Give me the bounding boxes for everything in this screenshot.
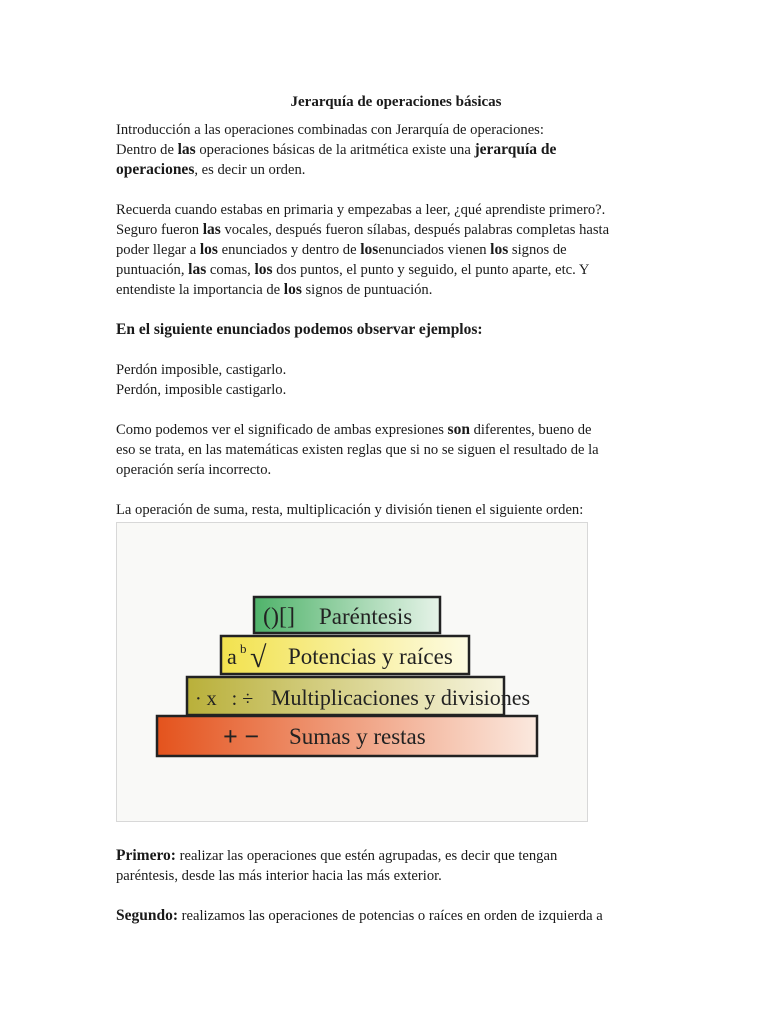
- text: diferentes, bueno de: [469, 422, 592, 438]
- text: signos de: [508, 242, 567, 258]
- text: realizar las operaciones que estén agrupadas, es decir que tengan: [175, 848, 558, 864]
- level-label: Sumas y restas: [289, 724, 426, 749]
- document-page: [116, 92, 676, 926]
- segundo-line: [116, 906, 676, 926]
- pyramid-level-sumas: [157, 716, 537, 756]
- pyramid-level-multiplicaciones: [187, 677, 530, 715]
- paragraph-3-line-1: [116, 420, 676, 440]
- paragraph-3-line-3: operación sería incorrecto.: [116, 462, 272, 478]
- multiply-divide-symbols: · x : ÷: [195, 688, 254, 710]
- bold-phrase: operaciones: [116, 161, 195, 178]
- paragraph-2-line-3: [116, 240, 676, 260]
- bold-word: las: [202, 221, 221, 238]
- bold-word: las: [188, 261, 207, 278]
- primero-line-1: [116, 846, 676, 866]
- power-exponent-symbol: b: [240, 641, 247, 656]
- primero-label: Primero:: [116, 847, 176, 864]
- text: realizamos las operaciones de potencias o raíces en orden de izquierda a: [178, 908, 603, 924]
- paragraph-2-line-1: Recuerda cuando estabas en primaria y empezabas a leer, ¿qué aprendiste primero?.: [116, 202, 606, 218]
- text: , es decir un orden.: [194, 162, 306, 178]
- text: signos de puntuación.: [301, 282, 433, 298]
- text: entendiste la importancia de: [116, 282, 284, 298]
- pyramid-level-potencias: [221, 636, 469, 674]
- level-label: Potencias y raíces: [288, 644, 453, 669]
- text: dos puntos, el punto y seguido, el punto aparte, etc. Y: [272, 262, 590, 278]
- text: operaciones básicas de la aritmética existe una: [195, 142, 475, 158]
- bold-word: los: [360, 241, 379, 258]
- paragraph-3-line-2: eso se trata, en las matemáticas existen reglas que si no se siguen el resultado de la: [116, 442, 599, 458]
- pyramid-svg: [117, 523, 587, 821]
- primero-line-2: paréntesis, desde las más interior hacia las más exterior.: [116, 868, 442, 884]
- text: enunciados y dentro de: [217, 242, 361, 258]
- paragraph-1-cont: [116, 160, 676, 180]
- paragraph-2-line-4: [116, 260, 676, 280]
- text: comas,: [206, 262, 255, 278]
- bold-word: las: [177, 141, 196, 158]
- root-icon: √: [250, 641, 267, 674]
- bold-word: los: [254, 261, 273, 278]
- example-2: Perdón, imposible castigarlo.: [116, 382, 287, 398]
- level-label: Paréntesis: [319, 604, 413, 629]
- bold-word: los: [490, 241, 509, 258]
- document-title: Jerarquía de operaciones básicas: [290, 94, 502, 110]
- segundo-label: Segundo:: [116, 907, 179, 924]
- paragraph-2-line-2: [116, 220, 676, 240]
- text: Seguro fueron: [116, 222, 203, 238]
- bold-phrase: jerarquía de: [474, 141, 557, 158]
- paragraph-1: [116, 140, 676, 160]
- level-label: Multiplicaciones y divisiones: [271, 685, 531, 710]
- bold-word: son: [447, 421, 470, 438]
- plus-minus-symbols: + −: [223, 722, 260, 751]
- section-heading: En el siguiente enunciados podemos observar ejemplos:: [116, 321, 483, 338]
- parentheses-symbols: ()[]: [263, 604, 295, 630]
- text: Dentro de: [116, 142, 178, 158]
- power-base-symbol: a: [227, 644, 237, 669]
- pyramid-level-parentesis: [254, 597, 440, 633]
- text: vocales, después fueron sílabas, después palabras completas hasta: [220, 222, 610, 238]
- bold-word: los: [199, 241, 218, 258]
- example-1: Perdón imposible, castigarlo.: [116, 362, 287, 378]
- paragraph-2-line-5: [116, 280, 676, 300]
- text: Como podemos ver el significado de ambas expresiones: [116, 422, 448, 438]
- order-intro: La operación de suma, resta, multiplicación y división tienen el siguiente orden:: [116, 502, 584, 518]
- intro-line: Introducción a las operaciones combinadas con Jerarquía de operaciones:: [116, 122, 544, 138]
- text: puntuación,: [116, 262, 189, 278]
- text: poder llegar a: [116, 242, 200, 258]
- operations-pyramid-figure: [116, 522, 588, 822]
- bold-word: los: [283, 281, 302, 298]
- text: enunciados vienen: [378, 242, 491, 258]
